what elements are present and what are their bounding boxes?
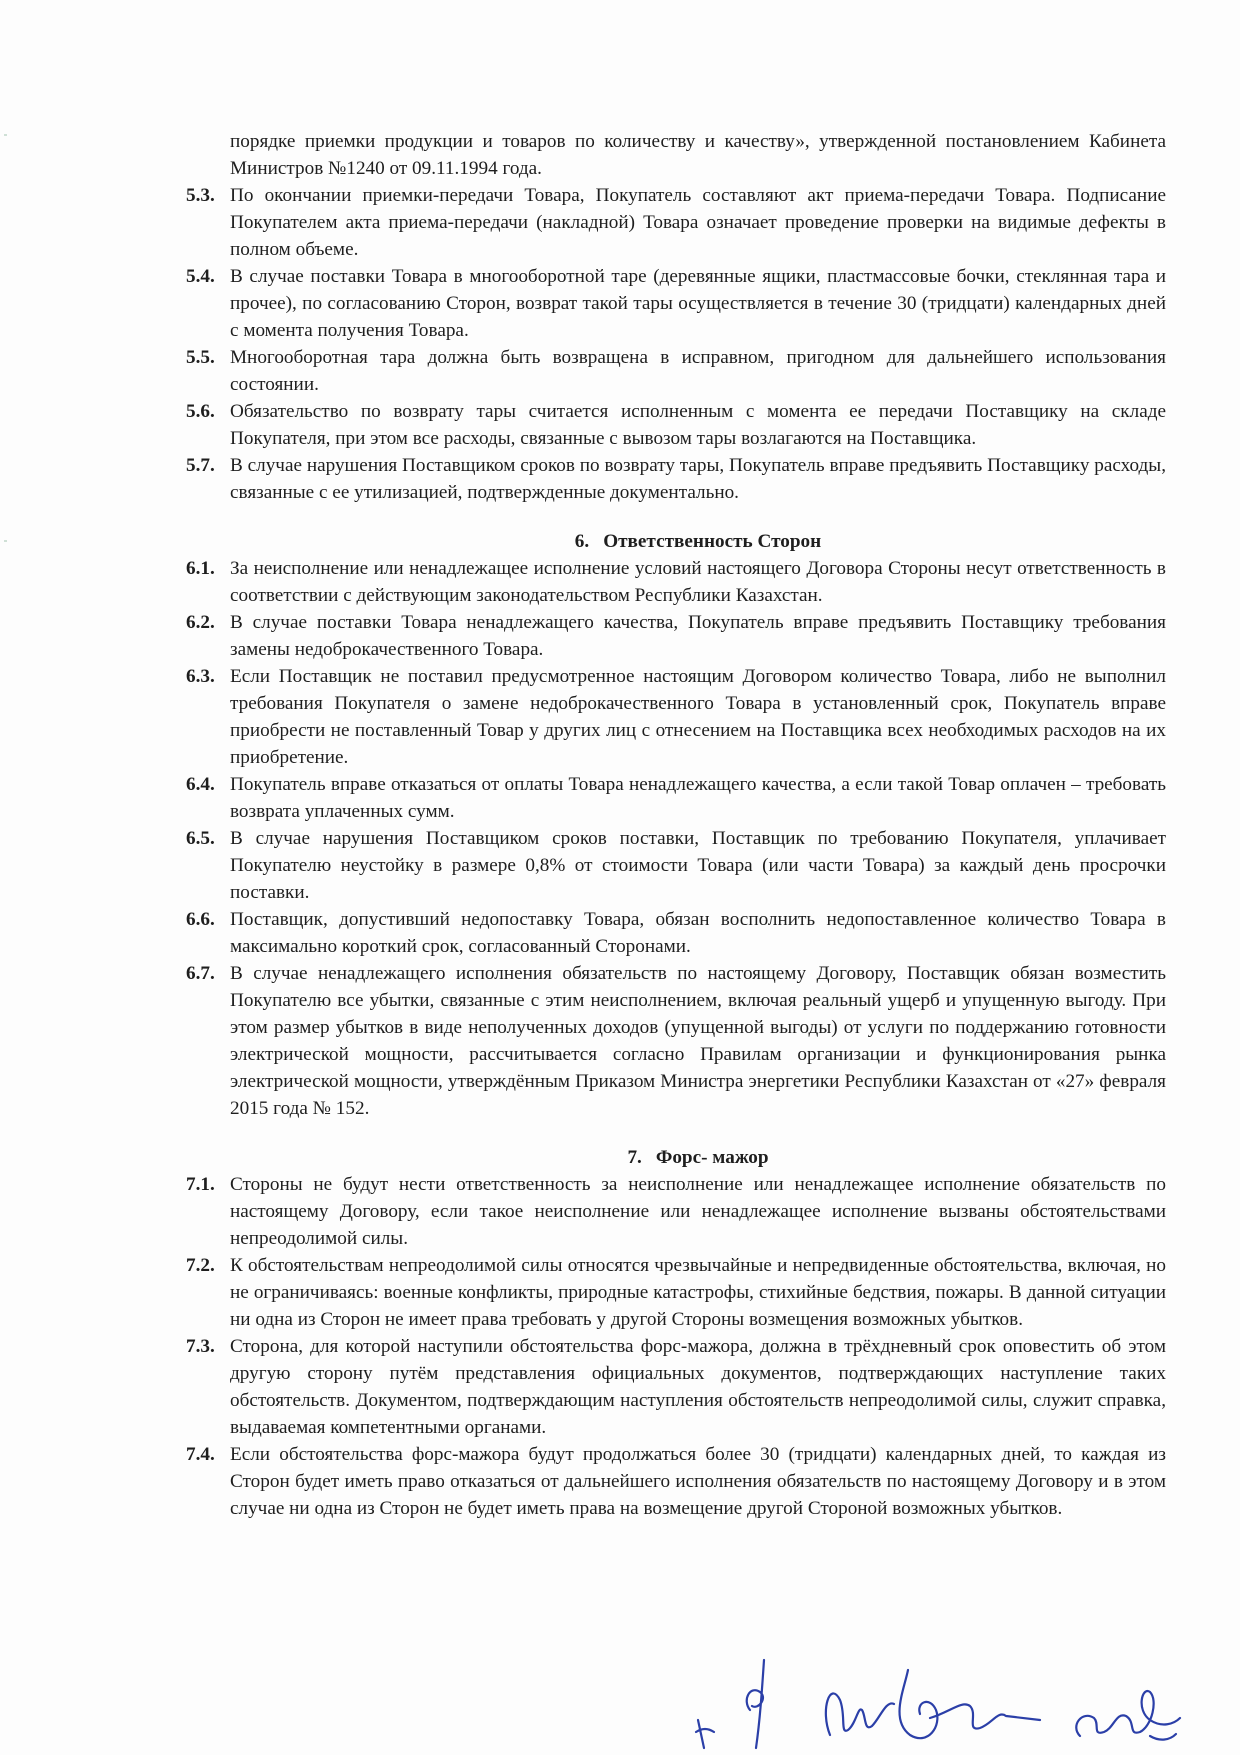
clause-text: В случае нарушения Поставщиком сроков поставки, Поставщик по требованию Покупателя, уплачивает Покупателю неустойку в размере 0,8% от стоимости Товара (или части Товара) за каждый день просрочки поставки. bbox=[230, 828, 1166, 903]
clause-text: По окончании приемки-передачи Товара, Покупатель составляют акт приема-передачи Товара. Подписание Покупателем акта приема-передачи (накладной) Товара означает проведение проверки на видимые дефекты в полном объеме. bbox=[230, 185, 1166, 260]
clause-number: 6.7. bbox=[186, 963, 215, 984]
clause-number: 7.1. bbox=[186, 1174, 215, 1195]
clause-number: 5.7. bbox=[186, 455, 215, 476]
section-number: 7. bbox=[627, 1147, 642, 1168]
clause-6-1 bbox=[186, 555, 1166, 609]
clause-5-7 bbox=[186, 452, 1166, 506]
section-6-heading bbox=[186, 528, 1166, 555]
clause-5-5 bbox=[186, 344, 1166, 398]
clause-number: 6.3. bbox=[186, 666, 215, 687]
clause-number: 5.3. bbox=[186, 185, 215, 206]
clause-number: 6.1. bbox=[186, 558, 215, 579]
document-body bbox=[186, 128, 1166, 1522]
clause-text: Если обстоятельства форс-мажора будут продолжаться более 30 (тридцати) календарных дней, то каждая из Сторон будет иметь право отказаться от дальнейшего исполнения обязательств по настоящему Договору и в этом случае ни одна из Сторон не будет иметь права на возмещение другой Стороной возможных убытков. bbox=[230, 1444, 1166, 1519]
clause-number: 6.6. bbox=[186, 909, 215, 930]
clause-text: Стороны не будут нести ответственность за неисполнение или ненадлежащее исполнение обязательств по настоящему Договору, если такое неисполнение или ненадлежащее исполнение вызваны обстоятельствами непреодолимой силы. bbox=[230, 1174, 1166, 1249]
section-number: 6. bbox=[574, 531, 590, 552]
clause-6-3 bbox=[186, 663, 1166, 771]
clause-text: Покупатель вправе отказаться от оплаты Товара ненадлежащего качества, а если такой Товар оплачен – требовать возврата уплаченных сумм. bbox=[230, 774, 1166, 822]
clause-text: За неисполнение или ненадлежащее исполнение условий настоящего Договора Стороны несут ответственность в соответствии с действующим законодательством Республики Казахстан. bbox=[230, 558, 1166, 606]
clause-text: К обстоятельствам непреодолимой силы относятся чрезвычайные и непредвиденные обстоятельства, включая, но не ограничиваясь: военные конфликты, природные катастрофы, стихийные бедствия, пожары. В данной ситуации ни одна из Сторон не имеет права требовать у другой Стороны возмещения возможных убытков. bbox=[230, 1255, 1166, 1330]
section-title: Ответственность Сторон bbox=[603, 531, 822, 552]
clause-number: 6.5. bbox=[186, 828, 215, 849]
clause-number: 6.2. bbox=[186, 612, 215, 633]
clause-number: 7.4. bbox=[186, 1444, 215, 1465]
clause-7-4 bbox=[186, 1441, 1166, 1522]
clause-5-4 bbox=[186, 263, 1166, 344]
scan-edge-mark bbox=[4, 540, 7, 542]
clause-text: В случае нарушения Поставщиком сроков по возврату тары, Покупатель вправе предъявить Поставщику расходы, связанные с ее утилизацией, подтвержденные документально. bbox=[230, 455, 1166, 503]
clause-6-6 bbox=[186, 906, 1166, 960]
clause-text: Сторона, для которой наступили обстоятельства форс-мажора, должна в трёхдневный срок оповестить об этом другую сторону путём представления официальных документов, подтверждающих наступление таких обстоятельств. Документом, подтверждающим наступления обстоятельств непреодолимой силы, служит справка, выдаваемая компетентными органами. bbox=[230, 1336, 1166, 1438]
clause-5-3 bbox=[186, 182, 1166, 263]
clause-text: В случае поставки Товара в многооборотной таре (деревянные ящики, пластмассовые бочки, стеклянная тара и прочее), по согласованию Сторон, возврат такой тары осуществляется в течение 30 (тридцати) календарных дней с момента получения Товара. bbox=[230, 266, 1166, 341]
clause-6-5 bbox=[186, 825, 1166, 906]
clause-number: 6.4. bbox=[186, 774, 215, 795]
section-7-clauses bbox=[186, 1171, 1166, 1522]
clause-number: 5.4. bbox=[186, 266, 215, 287]
clause-text: В случае поставки Товара ненадлежащего качества, Покупатель вправе предъявить Поставщику требования замены недоброкачественного Товара. bbox=[230, 612, 1166, 660]
clause-7-1 bbox=[186, 1171, 1166, 1252]
section-6-clauses bbox=[186, 555, 1166, 1122]
section-5-clauses bbox=[186, 182, 1166, 506]
clause-text: Многооборотная тара должна быть возвращена в исправном, пригодном для дальнейшего использования состоянии. bbox=[230, 347, 1166, 395]
clause-7-2 bbox=[186, 1252, 1166, 1333]
section-7-heading bbox=[186, 1144, 1166, 1171]
clause-7-3 bbox=[186, 1333, 1166, 1441]
clause-text: Обязательство по возврату тары считается исполненным с момента ее передачи Поставщику на складе Покупателя, при этом все расходы, связанные с вывозом тары возлагаются на Поставщика. bbox=[230, 401, 1166, 449]
scan-edge-mark bbox=[4, 134, 7, 136]
intro-continuation: порядке приемки продукции и товаров по количеству и качеству», утвержденной постановлением Кабинета Министров №1240 от 09.11.1994 года. bbox=[230, 131, 1166, 179]
clause-number: 5.6. bbox=[186, 401, 215, 422]
signatures bbox=[680, 1640, 1200, 1750]
clause-text: В случае ненадлежащего исполнения обязательств по настоящему Договору, Поставщик обязан возместить Покупателю все убытки, связанные с этим неисполнением, включая реальный ущерб и упущенную выгоду. При этом размер убытков в виде неполученных доходов (упущенной выгоды) от услуги по поддержанию готовности электрической мощности, рассчитывается согласно Правилам организации и функционирования рынка электрической мощности, утверждённым Приказом Министра энергетики Республики Казахстан от «27» февраля 2015 года № 152. bbox=[230, 963, 1166, 1119]
clause-text: Поставщик, допустивший недопоставку Товара, обязан восполнить недопоставленное количество Товара в максимально короткий срок, согласованный Сторонами. bbox=[230, 909, 1166, 957]
clause-number: 7.2. bbox=[186, 1255, 215, 1276]
clause-6-2 bbox=[186, 609, 1166, 663]
clause-number: 7.3. bbox=[186, 1336, 215, 1357]
clause-6-4 bbox=[186, 771, 1166, 825]
clause-text: Если Поставщик не поставил предусмотренное настоящим Договором количество Товара, либо не выполнил требования Покупателя о замене недоброкачественного Товара в установленный срок, Покупатель вправе приобрести не поставленный Товар у других лиц с отнесением на Поставщика всех необходимых расходов на их приобретение. bbox=[230, 666, 1166, 768]
clause-number: 5.5. bbox=[186, 347, 215, 368]
clause-5-6 bbox=[186, 398, 1166, 452]
handwritten-signatures-icon bbox=[680, 1640, 1200, 1750]
clause-6-7 bbox=[186, 960, 1166, 1122]
section-title: Форс- мажор bbox=[655, 1147, 769, 1168]
